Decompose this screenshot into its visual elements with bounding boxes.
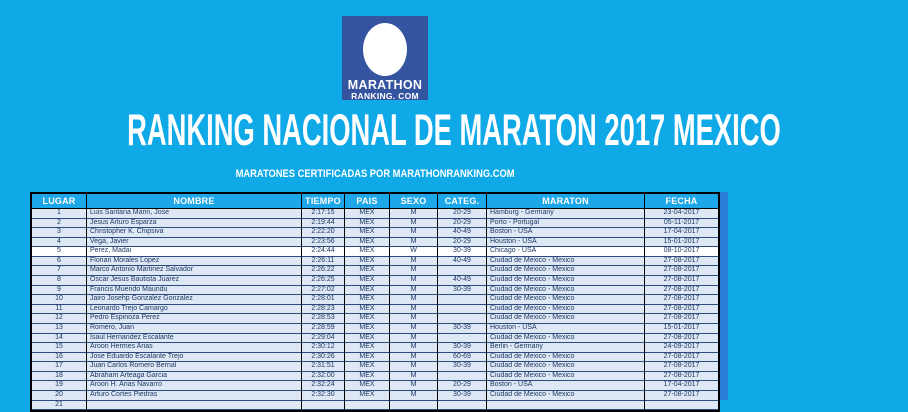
- cell-maraton: Ciudad de Mexico - Mexico: [487, 314, 645, 324]
- cell-categ: 30-39: [438, 324, 487, 334]
- column-header-nombre: NOMBRE: [87, 194, 302, 209]
- cell-nombre: Luis Santana Marin, Jose: [87, 209, 302, 219]
- cell-maraton: Ciudad de Mexico - Mexico: [487, 257, 645, 267]
- cell-nombre: Jairo Josehp Gonzalez Gonzalez: [87, 295, 302, 305]
- cell-pais: MEX: [345, 247, 390, 257]
- cell-sexo: M: [390, 305, 438, 315]
- cell-pais: MEX: [345, 381, 390, 391]
- cell-tiempo: 2:26:22: [302, 266, 345, 276]
- cell-sexo: M: [390, 257, 438, 267]
- cell-lugar: 9: [32, 286, 87, 296]
- cell-categ: 30-39: [438, 391, 487, 401]
- page-title: RANKING NACIONAL DE MARATON 2017 MEXICO: [127, 106, 781, 156]
- table-row-partial: [32, 401, 718, 411]
- table-row: [32, 305, 718, 315]
- cell-tiempo: 2:28:01: [302, 295, 345, 305]
- table-row: [32, 391, 718, 401]
- cell-pais: MEX: [345, 286, 390, 296]
- cell-fecha: 17-04-2017: [645, 381, 718, 391]
- cell-fecha: 27-08-2017: [645, 257, 718, 267]
- cell-lugar: 19: [32, 381, 87, 391]
- table-row: [32, 257, 718, 267]
- cell-tiempo: 2:26:25: [302, 276, 345, 286]
- cell-nombre: Florian Morales Lopez: [87, 257, 302, 267]
- ranking-table: [30, 192, 720, 412]
- column-header-sexo: SEXO: [390, 194, 438, 209]
- cell-pais: MEX: [345, 391, 390, 401]
- table-row: [32, 219, 718, 229]
- table-row: [32, 353, 718, 363]
- cell-pais: MEX: [345, 343, 390, 353]
- cell-lugar: 13: [32, 324, 87, 334]
- table-row: [32, 286, 718, 296]
- cell-tiempo: 2:32:00: [302, 372, 345, 382]
- cell-lugar: 3: [32, 228, 87, 238]
- cell-sexo: M: [390, 219, 438, 229]
- cell-tiempo: [302, 401, 345, 411]
- table-row: [32, 228, 718, 238]
- cell-nombre: Vega, Javier: [87, 238, 302, 248]
- cell-categ: [438, 314, 487, 324]
- cell-sexo: M: [390, 334, 438, 344]
- cell-categ: [438, 305, 487, 315]
- cell-tiempo: 2:17:15: [302, 209, 345, 219]
- cell-nombre: Perez, Madai: [87, 247, 302, 257]
- cell-maraton: Ciudad de Mexico - Mexico: [487, 266, 645, 276]
- cell-fecha: [645, 401, 718, 411]
- cell-fecha: 27-08-2017: [645, 314, 718, 324]
- page-subtitle: MARATONES CERTIFICADAS POR MARATHONRANKING.COM: [235, 168, 515, 180]
- cell-sexo: M: [390, 295, 438, 305]
- cell-sexo: M: [390, 286, 438, 296]
- column-header-tiempo: TIEMPO: [302, 194, 345, 209]
- cell-tiempo: 2:30:12: [302, 343, 345, 353]
- table-row: [32, 314, 718, 324]
- cell-maraton: Houston - USA: [487, 324, 645, 334]
- cell-tiempo: 2:32:24: [302, 381, 345, 391]
- cell-pais: MEX: [345, 295, 390, 305]
- cell-lugar: 10: [32, 295, 87, 305]
- cell-nombre: Abraham Arteaga Garcia: [87, 372, 302, 382]
- column-header-fecha: FECHA: [645, 194, 718, 209]
- cell-maraton: Ciudad de Mexico - Mexico: [487, 391, 645, 401]
- cell-categ: 20-29: [438, 209, 487, 219]
- cell-tiempo: 2:32:30: [302, 391, 345, 401]
- cell-tiempo: 2:30:26: [302, 353, 345, 363]
- cell-fecha: 17-04-2017: [645, 228, 718, 238]
- cell-nombre: Leonardo Trejo Camargo: [87, 305, 302, 315]
- cell-fecha: 15-01-2017: [645, 238, 718, 248]
- cell-categ: 30-39: [438, 286, 487, 296]
- cell-lugar: 11: [32, 305, 87, 315]
- cell-sexo: W: [390, 247, 438, 257]
- cell-maraton: Ciudad de Mexico - Mexico: [487, 334, 645, 344]
- cell-sexo: M: [390, 266, 438, 276]
- cell-categ: [438, 295, 487, 305]
- cell-tiempo: 2:28:53: [302, 314, 345, 324]
- table-row: [32, 295, 718, 305]
- cell-categ: 30-39: [438, 247, 487, 257]
- cell-maraton: Chicago - USA: [487, 247, 645, 257]
- table-row: [32, 266, 718, 276]
- cell-pais: [345, 401, 390, 411]
- cell-lugar: 8: [32, 276, 87, 286]
- cell-nombre: Pedro Espinoza Perez: [87, 314, 302, 324]
- cell-lugar: 17: [32, 362, 87, 372]
- cell-sexo: M: [390, 353, 438, 363]
- cell-fecha: 08-10-2017: [645, 247, 718, 257]
- cell-maraton: Ciudad de Mexico - Mexico: [487, 276, 645, 286]
- cell-sexo: M: [390, 343, 438, 353]
- table-right-accent-stripe: [720, 192, 728, 400]
- cell-sexo: M: [390, 238, 438, 248]
- cell-nombre: Arturo Cortes Piedras: [87, 391, 302, 401]
- cell-fecha: 23-04-2017: [645, 209, 718, 219]
- cell-fecha: 27-08-2017: [645, 391, 718, 401]
- cell-fecha: 24-09-2017: [645, 343, 718, 353]
- cell-maraton: [487, 401, 645, 411]
- table-body: [32, 209, 718, 410]
- cell-tiempo: 2:26:11: [302, 257, 345, 267]
- cell-categ: 30-39: [438, 343, 487, 353]
- cell-fecha: 27-08-2017: [645, 372, 718, 382]
- cell-sexo: [390, 401, 438, 411]
- cell-categ: 60-69: [438, 353, 487, 363]
- cell-tiempo: 2:28:23: [302, 305, 345, 315]
- title-container: [0, 106, 781, 156]
- cell-maraton: Houston - USA: [487, 238, 645, 248]
- cell-tiempo: 2:22:20: [302, 228, 345, 238]
- cell-tiempo: 2:29:04: [302, 334, 345, 344]
- cell-sexo: M: [390, 209, 438, 219]
- cell-nombre: Jesus Arturo Esparza: [87, 219, 302, 229]
- cell-pais: MEX: [345, 228, 390, 238]
- table-row: [32, 238, 718, 248]
- cell-sexo: M: [390, 314, 438, 324]
- table-row: [32, 247, 718, 257]
- cell-tiempo: 2:31:51: [302, 362, 345, 372]
- cell-lugar: 14: [32, 334, 87, 344]
- cell-pais: MEX: [345, 314, 390, 324]
- cell-categ: [438, 334, 487, 344]
- cell-nombre: [87, 401, 302, 411]
- cell-sexo: M: [390, 381, 438, 391]
- cell-fecha: 27-08-2017: [645, 362, 718, 372]
- cell-maraton: Boston - USA: [487, 381, 645, 391]
- cell-tiempo: 2:24:44: [302, 247, 345, 257]
- cell-lugar: 16: [32, 353, 87, 363]
- cell-pais: MEX: [345, 257, 390, 267]
- cell-categ: [438, 266, 487, 276]
- table-row: [32, 362, 718, 372]
- column-header-categ: CATEG.: [438, 194, 487, 209]
- cell-pais: MEX: [345, 324, 390, 334]
- cell-nombre: Oscar Jesus Bautista Juarez: [87, 276, 302, 286]
- cell-categ: 40-49: [438, 257, 487, 267]
- cell-sexo: M: [390, 362, 438, 372]
- cell-nombre: Romero, Juan: [87, 324, 302, 334]
- cell-maraton: Ciudad de Mexico - Mexico: [487, 353, 645, 363]
- cell-maraton: Ciudad de Mexico - Mexico: [487, 295, 645, 305]
- table-row: [32, 372, 718, 382]
- cell-lugar: 20: [32, 391, 87, 401]
- cell-pais: MEX: [345, 353, 390, 363]
- table-row: [32, 209, 718, 219]
- cell-nombre: Francis Muendo Maundu: [87, 286, 302, 296]
- logo-circle-icon: [363, 23, 407, 76]
- cell-lugar: 5: [32, 247, 87, 257]
- cell-sexo: M: [390, 276, 438, 286]
- table-row: [32, 343, 718, 353]
- cell-lugar: 6: [32, 257, 87, 267]
- column-header-lugar: LUGAR: [32, 194, 87, 209]
- cell-fecha: 05-11-2017: [645, 219, 718, 229]
- logo-brand-line1: MARATHON: [347, 78, 423, 92]
- cell-sexo: M: [390, 391, 438, 401]
- cell-pais: MEX: [345, 238, 390, 248]
- cell-fecha: 27-08-2017: [645, 266, 718, 276]
- cell-categ: 40-49: [438, 276, 487, 286]
- table-row: [32, 324, 718, 334]
- cell-nombre: Isaul Hernandez Escalante: [87, 334, 302, 344]
- cell-maraton: Berlin - Germany: [487, 343, 645, 353]
- cell-pais: MEX: [345, 209, 390, 219]
- cell-pais: MEX: [345, 305, 390, 315]
- cell-tiempo: 2:19:44: [302, 219, 345, 229]
- cell-fecha: 15-01-2017: [645, 324, 718, 334]
- cell-maraton: Hamburg - Germany: [487, 209, 645, 219]
- cell-pais: MEX: [345, 362, 390, 372]
- cell-tiempo: 2:28:59: [302, 324, 345, 334]
- cell-nombre: Aroon H. Arias Navarro: [87, 381, 302, 391]
- cell-maraton: Ciudad de Mexico - Mexico: [487, 305, 645, 315]
- cell-lugar: 1: [32, 209, 87, 219]
- cell-lugar: 18: [32, 372, 87, 382]
- cell-sexo: M: [390, 372, 438, 382]
- column-header-pais: PAIS: [345, 194, 390, 209]
- cell-fecha: 27-08-2017: [645, 276, 718, 286]
- cell-maraton: Boston - USA: [487, 228, 645, 238]
- cell-sexo: M: [390, 324, 438, 334]
- cell-maraton: Ciudad de Mexico - Mexico: [487, 286, 645, 296]
- logo-brand-line2: RANKING. COM: [351, 91, 419, 101]
- subtitle-container: [0, 164, 750, 182]
- cell-tiempo: 2:27:02: [302, 286, 345, 296]
- cell-pais: MEX: [345, 219, 390, 229]
- cell-nombre: Juan Carlos Romero Bernal: [87, 362, 302, 372]
- cell-nombre: Christopher K. Chipsiva: [87, 228, 302, 238]
- cell-lugar: 15: [32, 343, 87, 353]
- column-header-maraton: MARATON: [487, 194, 645, 209]
- cell-pais: MEX: [345, 334, 390, 344]
- cell-fecha: 27-08-2017: [645, 295, 718, 305]
- table-row: [32, 276, 718, 286]
- cell-nombre: Aroon Hermes Arias: [87, 343, 302, 353]
- cell-nombre: Marco Antonio Martinez Salvador: [87, 266, 302, 276]
- cell-categ: 20-29: [438, 238, 487, 248]
- cell-pais: MEX: [345, 266, 390, 276]
- cell-maraton: Ciudad de Mexico - Mexico: [487, 372, 645, 382]
- cell-fecha: 27-08-2017: [645, 353, 718, 363]
- cell-categ: 30-39: [438, 362, 487, 372]
- cell-maraton: Ciudad de Mexico - Mexico: [487, 362, 645, 372]
- table-row: [32, 381, 718, 391]
- cell-pais: MEX: [345, 276, 390, 286]
- cell-maraton: Porto - Portugal: [487, 219, 645, 229]
- cell-fecha: 27-08-2017: [645, 305, 718, 315]
- cell-sexo: M: [390, 228, 438, 238]
- cell-categ: 20-29: [438, 381, 487, 391]
- cell-pais: MEX: [345, 372, 390, 382]
- table-header-row: [32, 194, 718, 209]
- marathonranking-logo: [342, 16, 428, 100]
- cell-fecha: 27-08-2017: [645, 286, 718, 296]
- cell-categ: 20-29: [438, 219, 487, 229]
- cell-lugar: 12: [32, 314, 87, 324]
- cell-lugar: 2: [32, 219, 87, 229]
- cell-fecha: 27-08-2017: [645, 334, 718, 344]
- cell-categ: [438, 372, 487, 382]
- table-row: [32, 334, 718, 344]
- cell-lugar: 7: [32, 266, 87, 276]
- cell-nombre: Jose Eduardo Escalante Trejo: [87, 353, 302, 363]
- cell-categ: [438, 401, 487, 411]
- cell-lugar: 4: [32, 238, 87, 248]
- cell-tiempo: 2:23:56: [302, 238, 345, 248]
- cell-lugar: 21: [32, 401, 87, 411]
- cell-categ: 40-49: [438, 228, 487, 238]
